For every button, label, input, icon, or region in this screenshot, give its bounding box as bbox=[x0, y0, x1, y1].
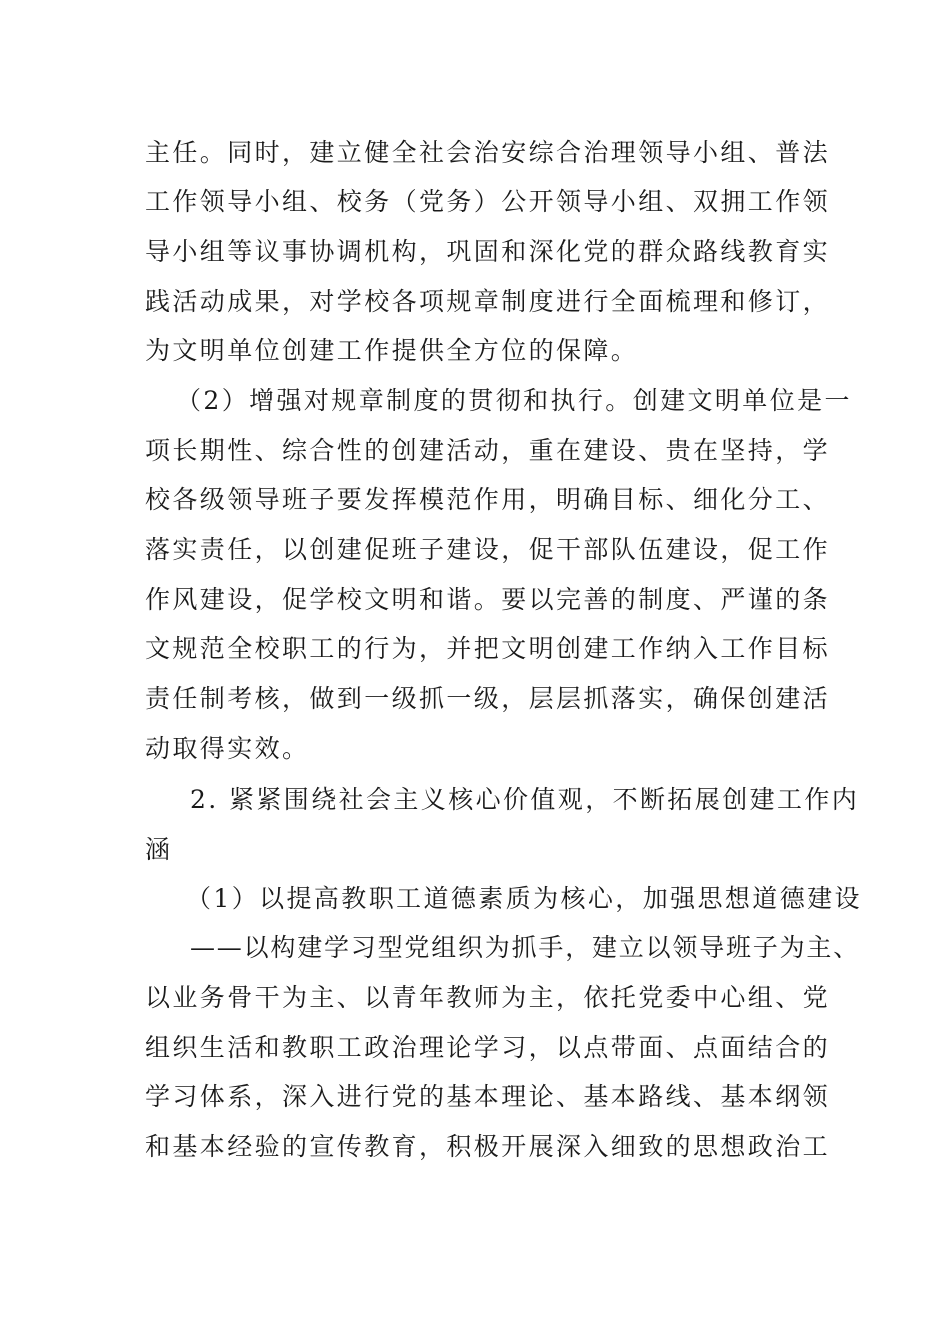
paragraph-line: 作风建设，促学校文明和谐。要以完善的制度、严谨的条 bbox=[145, 585, 831, 614]
paragraph-line: 项长期性、综合性的创建活动，重在建设、贵在坚持，学 bbox=[145, 436, 831, 465]
paragraph-line: 践活动成果，对学校各项规章制度进行全面梳理和修订， bbox=[145, 287, 831, 316]
paragraph-line: 校各级领导班子要发挥模范作用，明确目标、细化分工、 bbox=[145, 485, 831, 514]
paragraph-line: 主任。同时，建立健全社会治安综合治理领导小组、普法 bbox=[145, 138, 831, 167]
paragraph-line: 工作领导小组、校务（党务）公开领导小组、双拥工作领 bbox=[145, 187, 831, 216]
paragraph-line: 导小组等议事协调机构，巩固和深化党的群众路线教育实 bbox=[145, 237, 831, 266]
section-heading-line: 2. 紧紧围绕社会主义核心价值观，不断拓展创建工作内 bbox=[190, 785, 860, 814]
paragraph-line: 为文明单位创建工作提供全方位的保障。 bbox=[145, 336, 639, 365]
paragraph-line: 责任制考核，做到一级抓一级，层层抓落实，确保创建活 bbox=[145, 684, 831, 713]
subsection-heading-line: （1）以提高教职工道德素质为核心，加强思想道德建设 bbox=[186, 884, 862, 913]
paragraph-line: 动取得实效。 bbox=[145, 734, 310, 763]
paragraph-line: 组织生活和教职工政治理论学习，以点带面、点面结合的 bbox=[145, 1033, 831, 1062]
paragraph-line: （2）增强对规章制度的贯彻和执行。创建文明单位是一 bbox=[176, 386, 852, 415]
paragraph-line: 落实责任，以创建促班子建设，促干部队伍建设，促工作 bbox=[145, 535, 831, 564]
paragraph-line: 和基本经验的宣传教育，积极开展深入细致的思想政治工 bbox=[145, 1132, 831, 1161]
paragraph-line: 以业务骨干为主、以青年教师为主，依托党委中心组、党 bbox=[145, 983, 831, 1012]
paragraph-line: 学习体系，深入进行党的基本理论、基本路线、基本纲领 bbox=[145, 1082, 831, 1111]
paragraph-line: ——以构建学习型党组织为抓手，建立以领导班子为主、 bbox=[190, 933, 861, 962]
paragraph-line: 文规范全校职工的行为，并把文明创建工作纳入工作目标 bbox=[145, 634, 831, 663]
section-heading-line: 涵 bbox=[145, 835, 173, 864]
